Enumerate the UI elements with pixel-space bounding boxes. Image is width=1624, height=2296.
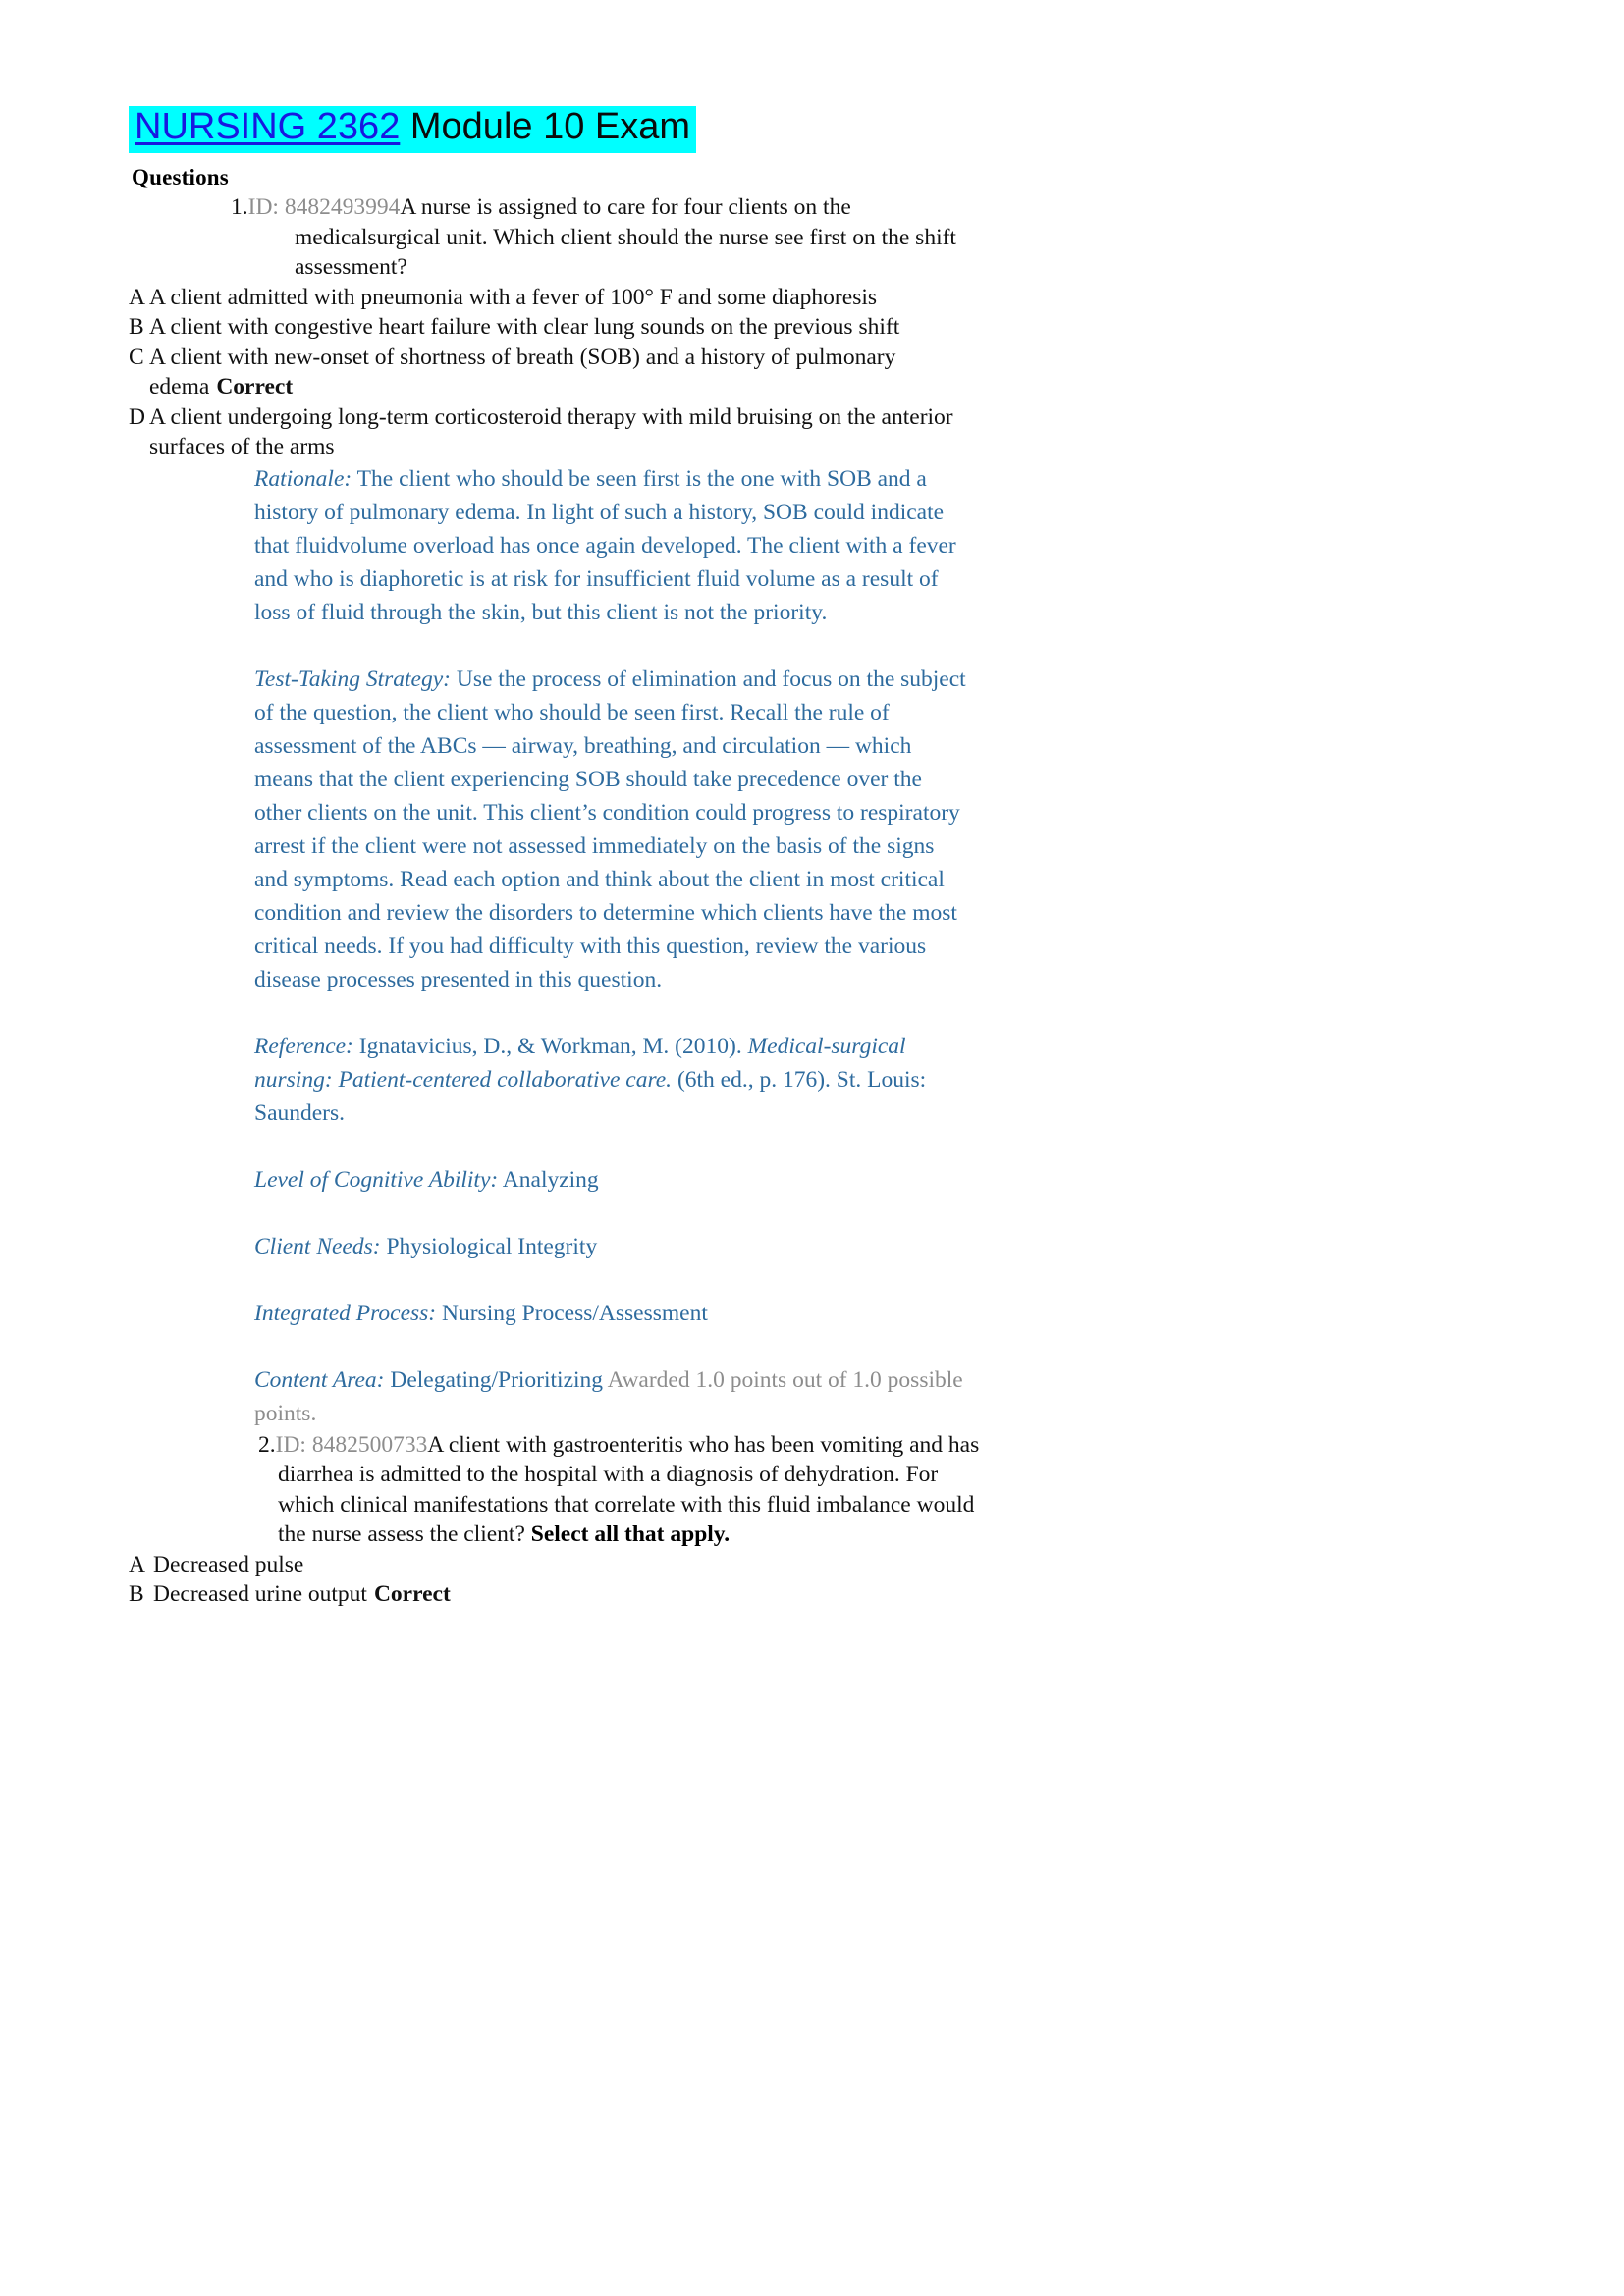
level-of-cognitive-ability-label: Level of Cognitive Ability:	[254, 1166, 499, 1193]
correct-marker: Correct	[373, 1581, 451, 1607]
title-rest-text: Module 10 Exam	[400, 106, 691, 147]
test-taking-strategy-label: Test-Taking Strategy:	[254, 666, 451, 692]
option-row[interactable]	[0, 402, 1624, 462]
option-row[interactable]	[0, 312, 1624, 343]
option-text	[149, 402, 1624, 462]
option-letter: D	[129, 403, 145, 430]
client-needs-row	[0, 1230, 1624, 1263]
rationale-paragraph	[0, 462, 1624, 629]
rationale-text: The client who should be seen first is the one with SOB and a history of pulmonary edema. In light of such a history, SOB could indicate that fluidvolume overload has once again developed. The client with a fever and who is diaphoretic is at risk for insufficient fluid volume as a result of loss of fluid through the skin, but this client is not the priority.	[254, 465, 956, 625]
option-text	[149, 343, 1624, 402]
option-label-text: Decreased urine output	[153, 1581, 367, 1607]
integrated-process-row	[0, 1297, 1624, 1330]
integrated-process-value: Nursing Process/Assessment	[436, 1300, 708, 1326]
option-label-text: A client undergoing long-term corticosteroid therapy with mild bruising on the anterior surfaces of the arms	[149, 403, 953, 459]
test-taking-strategy-text: Use the process of elimination and focus on the subject of the question, the client who should be seen first. Recall the rule of assessment of the ABCs — airway, breathing, and circulation — which means that the client experiencing SOB should take precedence over the other clients on the unit. This client’s condition could progress to respiratory arrest if the client were not assessed immediately on the basis of the signs and symptoms. Read each option and think about the client in most critical condition and review the disorders to determine which clients have the most critical needs. If you had difficulty with this question, review the various disease processes presented in this question.	[254, 666, 966, 992]
correct-marker: Correct	[216, 374, 294, 400]
reference-tail: (6th ed., p. 176). St. Louis: Saunders.	[254, 1066, 927, 1126]
option-label-text: A client with congestive heart failure with clear lung sounds on the previous shift	[149, 314, 900, 340]
question-stem	[0, 1430, 1624, 1550]
option-row[interactable]	[0, 283, 1624, 313]
option-label-text: Decreased pulse	[153, 1551, 304, 1577]
option-text	[149, 1579, 1624, 1610]
course-link[interactable]: NURSING 2362	[135, 106, 401, 147]
reference-label: Reference:	[254, 1033, 353, 1059]
test-taking-strategy-paragraph	[0, 663, 1624, 996]
option-label-text: A client admitted with pneumonia with a fever of 100° F and some diaphoresis	[149, 284, 878, 310]
option-letter: B	[129, 314, 144, 340]
points-awarded-text: Awarded 1.0 points out of 1.0 possible points.	[254, 1366, 963, 1426]
option-letter: A	[129, 1551, 145, 1577]
question-id: ID: 8482493994	[247, 194, 401, 220]
question-number: 2.	[258, 1431, 276, 1458]
option-label-text: A client with new-onset of shortness of breath (SOB) and a history of pulmonary edema	[149, 344, 896, 400]
section-heading-questions: Questions	[132, 165, 229, 189]
question-stem-text: A client with gastroenteritis who has been vomiting and has diarrhea is admitted to the hospital with a diagnosis of dehydration. For which clinical manifestations that correlate with this fluid imbalance would the nurse assess the client?	[278, 1431, 980, 1547]
client-needs-value: Physiological Integrity	[380, 1233, 598, 1259]
option-row-correct[interactable]	[0, 1579, 1624, 1610]
option-letter: A	[129, 284, 145, 310]
reference-authors: Ignatavicius, D., & Workman, M. (2010).	[352, 1033, 748, 1059]
question-id: ID: 8482500733	[275, 1431, 428, 1458]
question-number: 1.	[231, 194, 248, 220]
questions-body	[0, 192, 1624, 1610]
content-area-label: Content Area:	[254, 1366, 385, 1393]
option-letter: C	[129, 344, 144, 370]
content-area-value: Delegating/Prioritizing	[384, 1366, 604, 1393]
client-needs-label: Client Needs:	[254, 1233, 381, 1259]
select-all-instruction: Select all that apply.	[530, 1522, 731, 1547]
integrated-process-label: Integrated Process:	[254, 1300, 437, 1326]
option-row[interactable]	[0, 1550, 1624, 1580]
rationale-label: Rationale:	[254, 465, 352, 492]
question-stem-text: A nurse is assigned to care for four clients on the medicalsurgical unit. Which client should the nurse see first on the shift assessment?	[295, 194, 956, 280]
page-title	[129, 106, 1001, 153]
option-text	[149, 1550, 1624, 1580]
reference-title: Medical-surgical nursing: Patient-centered collaborative care.	[254, 1033, 906, 1093]
option-text	[149, 312, 1624, 343]
option-row-correct[interactable]	[0, 343, 1624, 402]
question-stem	[0, 192, 1624, 283]
content-area-row	[0, 1363, 1624, 1430]
reference-paragraph	[0, 1030, 1624, 1130]
level-of-cognitive-ability-row	[0, 1163, 1624, 1197]
level-of-cognitive-ability-value: Analyzing	[498, 1166, 599, 1193]
option-letter: B	[129, 1581, 144, 1607]
option-text	[149, 283, 1624, 313]
title-highlight-band	[129, 106, 696, 153]
